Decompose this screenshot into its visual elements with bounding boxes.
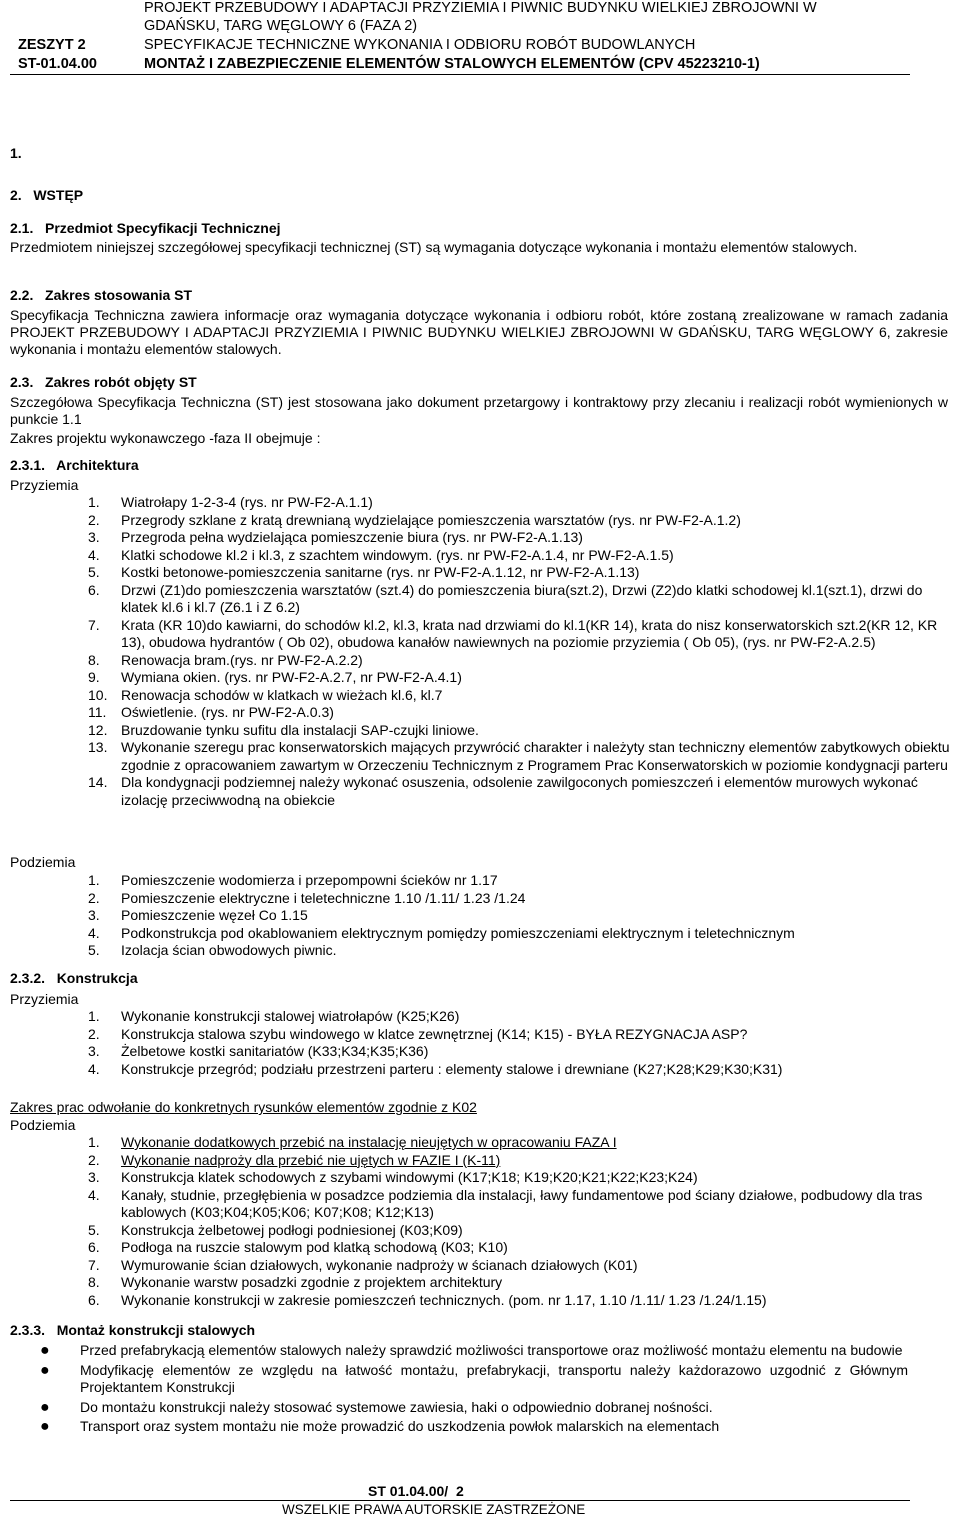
list-item bbox=[88, 872, 960, 890]
list-item-number: 5. bbox=[88, 564, 100, 580]
list-item-number: 2. bbox=[88, 1025, 100, 1042]
bullet-icon: ● bbox=[40, 1342, 50, 1359]
list-item-number: 14. bbox=[88, 774, 108, 790]
list-item bbox=[88, 494, 960, 512]
list-item bbox=[88, 1257, 960, 1275]
list-item-text: Pomieszczenie węzeł Co 1.15 bbox=[121, 907, 308, 923]
list-item-number: 11. bbox=[88, 704, 107, 720]
list-architektura-przyziemia bbox=[88, 494, 960, 809]
list-item-number: 3. bbox=[88, 1169, 100, 1185]
list-konstrukcja-podziemia bbox=[88, 1134, 960, 1309]
list-item bbox=[88, 512, 960, 530]
list-item bbox=[88, 907, 960, 925]
label-podziemia: Podziemia bbox=[10, 854, 76, 870]
bullet-icon: ● bbox=[40, 1418, 50, 1435]
list-item bbox=[88, 1026, 960, 1044]
list-item-number: 8. bbox=[88, 651, 100, 668]
heading-1: 1. bbox=[10, 145, 22, 161]
list-item bbox=[88, 1152, 960, 1170]
list-item-text: Wykonanie warstw posadzki zgodnie z projektem architektury bbox=[121, 1274, 503, 1290]
list-item-number: 3. bbox=[88, 529, 100, 545]
page-footer bbox=[10, 1483, 910, 1517]
bullet-icon: ● bbox=[40, 1361, 50, 1379]
list-item bbox=[88, 547, 960, 565]
list-item-text: Konstrukcja stalowa szybu windowego w klatce zewnętrznej (K14; K15) - BYŁA REZYGNACJA ASP? bbox=[121, 1025, 748, 1042]
list-item bbox=[88, 739, 960, 774]
list-item bbox=[88, 1292, 960, 1310]
list-item-number: 4. bbox=[88, 1186, 100, 1203]
list-item-text: Wykonanie konstrukcji w zakresie pomieszczeń technicznych. (pom. nr 1.17, 1.10 /1.11/ 1.23 /1.24/1.15) bbox=[121, 1291, 767, 1308]
paragraph-2-3: Szczegółowa Specyfikacja Techniczna (ST) jest stosowana jako dokument przetargowy i kontraktowy przy zlecaniu i realizacji robót wymienionych w punkcie 1.1 bbox=[10, 394, 948, 427]
list-item-number: 2. bbox=[88, 1151, 100, 1168]
list-item-number: 6. bbox=[88, 581, 100, 598]
list-item bbox=[88, 652, 960, 670]
list-item bbox=[88, 617, 960, 652]
list-item bbox=[88, 925, 960, 943]
bullet-item bbox=[40, 1418, 908, 1436]
list-item bbox=[88, 1134, 960, 1152]
list-item-number: 3. bbox=[88, 907, 100, 923]
list-item bbox=[88, 722, 960, 740]
list-item-text: Wiatrołapy 1-2-3-4 (rys. nr PW-F2-A.1.1) bbox=[121, 494, 373, 510]
heading-2-3-2: 2.3.2. Konstrukcja bbox=[10, 970, 138, 986]
list-item-number: 12. bbox=[88, 721, 108, 738]
list-item-number: 7. bbox=[88, 616, 100, 633]
list-item-number: 6. bbox=[88, 1239, 100, 1255]
list-item bbox=[88, 1222, 960, 1240]
list-item bbox=[88, 704, 960, 722]
list-item-number: 4. bbox=[88, 1060, 100, 1077]
list-item-text: Renowacja schodów w klatkach w wieżach kl.6, kl.7 bbox=[121, 686, 443, 703]
zakres-k02-heading: Zakres prac odwołanie do konkretnych rysunków elementów zgodnie z K02 bbox=[10, 1099, 477, 1115]
bullet-text: Przed prefabrykacją elementów stalowych należy sprawdzić możliwości transportowe oraz możliwość montażu elementu na budowie bbox=[80, 1342, 903, 1358]
list-item-number: 1. bbox=[88, 494, 100, 510]
heading-2-2: 2.2. Zakres stosowania ST bbox=[10, 287, 193, 303]
paragraph-2-3-scope: Zakres projektu wykonawczego -faza II obejmuje : bbox=[10, 430, 321, 446]
list-item-text: Izolacja ścian obwodowych piwnic. bbox=[121, 942, 337, 958]
bullet-text: Transport oraz system montażu nie może prowadzić do uszkodzenia powłok malarskich na elementach bbox=[80, 1418, 720, 1434]
list-item-text: Podkonstrukcja pod okablowaniem elektrycznym pomiędzy pomieszczeniami elektrycznym i teletechnicznym bbox=[121, 924, 795, 941]
list-item-text: Wymiana okien. (rys. nr PW-F2-A.2.7, nr PW-F2-A.4.1) bbox=[121, 669, 462, 685]
paragraph-2-1: Przedmiotem niniejszej szczegółowej specyfikacji technicznej (ST) są wymagania dotyczące wykonania i montażu elementów stalowych. bbox=[10, 239, 858, 255]
list-item bbox=[88, 687, 960, 705]
list-item bbox=[88, 1239, 960, 1257]
list-item-number: 4. bbox=[88, 924, 100, 941]
list-konstrukcja-przyziemia bbox=[88, 1008, 960, 1078]
list-item-number: 1. bbox=[88, 1134, 100, 1150]
bullet-text: Modyfikację elementów ze względu na łatwość montażu, prefabrykacji, transportu należy każdorazowo uzgodnić z Głównym Projektantem Konstrukcji bbox=[80, 1361, 908, 1395]
list-item-text: Podłoga na ruszcie stalowym pod klatką schodową (K03; K10) bbox=[121, 1239, 508, 1255]
list-item-text: Kostki betonowe-pomieszczenia sanitarne (rys. nr PW-F2-A.1.12, nr PW-F2-A.1.13) bbox=[121, 564, 640, 580]
heading-2-wstep: 2. WSTĘP bbox=[10, 187, 84, 203]
list-item-text: Renowacja bram.(rys. nr PW-F2-A.2.2) bbox=[121, 651, 363, 668]
list-item-text: Drzwi (Z1)do pomieszczenia warsztatów (szt.4) do pomieszczenia biura(szt.2), Drzwi (Z2)do klatki schodowej kl.1(szt.1), drzwi do klatek kl.6 i kl.7 (Z6.1 i Z 6.2) bbox=[121, 581, 923, 615]
header-spec-title: SPECYFIKACJE TECHNICZNE WYKONANIA I ODBIORU ROBÓT BUDOWLANYCH bbox=[144, 37, 696, 53]
bullet-item bbox=[40, 1362, 908, 1397]
list-item-number: 6. bbox=[88, 1291, 100, 1308]
list-item-text: Wykonanie dodatkowych przebić na instalację nieujętych w opracowaniu FAZA I bbox=[121, 1134, 617, 1150]
bullet-icon: ● bbox=[40, 1398, 50, 1416]
list-item-text: Wymurowanie ścian działowych, wykonanie nadproży w ścianach działowych (K01) bbox=[121, 1256, 638, 1273]
list-item-text: Przegrody szklane z kratą drewnianą wydzielające pomieszczenia warsztatów (rys. nr PW-F2-A.1.2) bbox=[121, 511, 741, 528]
paragraph-2-2: Specyfikacja Techniczna zawiera informacje oraz wymagania dotyczące wykonania i odbioru robót, które zostaną zrealizowane w ramach zadania PROJEKT PRZEBUDOWY I ADAPTACJI PRZYZIEMIA I PIWNIC BUDYNKU WIELKIEJ ZBROJOWNI W GDAŃSKU, TARG WĘGLOWY 6, zakresie wykonania i montażu elementów stalowych. bbox=[10, 307, 948, 357]
list-item bbox=[88, 890, 960, 908]
list-item-number: 5. bbox=[88, 1221, 100, 1238]
heading-2-3-3: 2.3.3. Montaż konstrukcji stalowych bbox=[10, 1322, 256, 1338]
list-item-number: 8. bbox=[88, 1274, 100, 1290]
heading-2-1: 2.1. Przedmiot Specyfikacji Technicznej bbox=[10, 220, 281, 236]
list-item-text: Dla kondygnacji podziemnej należy wykonać osuszenia, odsolenie zawilgoconych pomieszczeń i elementów murowych wykonać izolację przeciwwodną na obiekcie bbox=[121, 774, 918, 808]
list-item bbox=[88, 1187, 960, 1222]
list-item-text: Konstrukcja klatek schodowych z szybami windowymi (K17;K18; K19;K20;K21;K22;K23;K24) bbox=[121, 1169, 698, 1185]
list-item bbox=[88, 1169, 960, 1187]
list-item-text: Bruzdowanie tynku sufitu dla instalacji SAP-czujki liniowe. bbox=[121, 721, 479, 738]
list-item-text: Żelbetowe kostki sanitariatów (K33;K34;K35;K36) bbox=[121, 1043, 429, 1059]
list-item-number: 1. bbox=[88, 872, 100, 888]
list-item-text: Pomieszczenie wodomierza i przepompowni ścieków nr 1.17 bbox=[121, 872, 498, 888]
header-spec-code: ST-01.04.00 bbox=[18, 56, 97, 72]
list-item-number: 2. bbox=[88, 889, 100, 906]
list-item bbox=[88, 942, 960, 960]
list-item-number: 7. bbox=[88, 1256, 100, 1273]
label-przyziemia-2: Przyziemia bbox=[10, 991, 79, 1007]
list-item-number: 13. bbox=[88, 739, 108, 755]
list-item-text: Pomieszczenie elektryczne i teletechniczne 1.10 /1.11/ 1.23 /1.24 bbox=[121, 889, 526, 906]
header-project-line2: GDAŃSKU, TARG WĘGLOWY 6 (FAZA 2) bbox=[144, 18, 418, 34]
list-item bbox=[88, 1274, 960, 1292]
list-architektura-podziemia bbox=[88, 872, 960, 960]
footer-page-number: ST 01.04.00/ 2 bbox=[368, 1483, 464, 1499]
list-item-number: 2. bbox=[88, 511, 100, 528]
label-przyziemia: Przyziemia bbox=[10, 477, 79, 493]
list-item-number: 10. bbox=[88, 686, 108, 703]
list-item-number: 1. bbox=[88, 1008, 100, 1024]
list-item bbox=[88, 1043, 960, 1061]
list-item-text: Kanały, studnie, przegłębienia w posadzce podziemia dla instalacji, ławy fundamentowe pod ściany działowe, podbudowy dla tras kablowych (K03;K04;K05;K06; K07;K08; K12;K13) bbox=[121, 1186, 923, 1220]
list-item-text: Przegroda pełna wydzielająca pomieszczenie biura (rys. nr PW-F2-A.1.13) bbox=[121, 529, 583, 545]
list-item bbox=[88, 564, 960, 582]
header-volume: ZESZYT 2 bbox=[18, 37, 86, 53]
label-podziemia-2: Podziemia bbox=[10, 1117, 76, 1133]
page-header bbox=[10, 0, 910, 75]
list-item-text: Wykonanie nadproży dla przebić nie ujętych w FAZIE I (K-11) bbox=[121, 1151, 501, 1168]
list-item-text: Wykonanie szeregu prac konserwatorskich mających przywrócić charakter i należyty stan techniczny elementów zabytkowych obiektu zgodnie z opracowaniem zawartym w Orzeczeniu Technicznym z Programem Prac Konserwatorskich w poziomie kondygnacji parteru bbox=[121, 739, 950, 773]
list-item-number: 9. bbox=[88, 669, 100, 685]
heading-2-3: 2.3. Zakres robót objęty ST bbox=[10, 374, 197, 390]
list-item bbox=[88, 582, 960, 617]
header-section-title: MONTAŻ I ZABEZPIECZENIE ELEMENTÓW STALOWYCH ELEMENTÓW (CPV 45223210-1) bbox=[144, 56, 760, 72]
list-item-number: 4. bbox=[88, 546, 100, 563]
list-item bbox=[88, 1008, 960, 1026]
list-montaz-bullets bbox=[40, 1342, 908, 1438]
list-item bbox=[88, 1061, 960, 1079]
list-item-text: Oświetlenie. (rys. nr PW-F2-A.0.3) bbox=[121, 704, 334, 720]
footer-copyright: WSZELKIE PRAWA AUTORSKIE ZASTRZEŻONE bbox=[282, 1502, 586, 1517]
list-item-text: Krata (KR 10)do kawiarni, do schodów kl.2, kl.3, krata nad drzwiami do kl.1(KR 14), krata do nisz konserwatorskich szt.2(KR 12, KR 13), obudowa hydrantów ( Ob 02), obudowa kanałów nawiewnych na poziomie przyziemia ( Ob 05), (rys. nr PW-F2-A.2.5) bbox=[121, 616, 938, 650]
bullet-item bbox=[40, 1399, 908, 1417]
list-item bbox=[88, 774, 960, 809]
list-item-text: Klatki schodowe kl.2 i kl.3, z szachtem windowym. (rys. nr PW-F2-A.1.4, nr PW-F2-A.1.5) bbox=[121, 546, 674, 563]
header-project-line1: PROJEKT PRZEBUDOWY I ADAPTACJI PRZYZIEMIA I PIWNIC BUDYNKU WIELKIEJ ZBROJOWNI W bbox=[144, 0, 817, 16]
list-item-number: 3. bbox=[88, 1043, 100, 1059]
heading-2-3-1: 2.3.1. Architektura bbox=[10, 457, 139, 473]
list-item-number: 5. bbox=[88, 942, 100, 958]
bullet-item bbox=[40, 1342, 908, 1360]
bullet-text: Do montażu konstrukcji należy stosować systemowe zawiesia, haki o odpowiednio dobranej nośności. bbox=[80, 1398, 713, 1415]
list-item-text: Konstrukcja żelbetowej podłogi podniesionej (K03;K09) bbox=[121, 1221, 463, 1238]
list-item-text: Konstrukcje przegród; podziału przestrzeni parteru : elementy stalowe i drewniane (K27;K28;K29;K30;K31) bbox=[121, 1060, 783, 1077]
list-item bbox=[88, 669, 960, 687]
list-item bbox=[88, 529, 960, 547]
list-item-text: Wykonanie konstrukcji stalowej wiatrołapów (K25;K26) bbox=[121, 1008, 460, 1024]
